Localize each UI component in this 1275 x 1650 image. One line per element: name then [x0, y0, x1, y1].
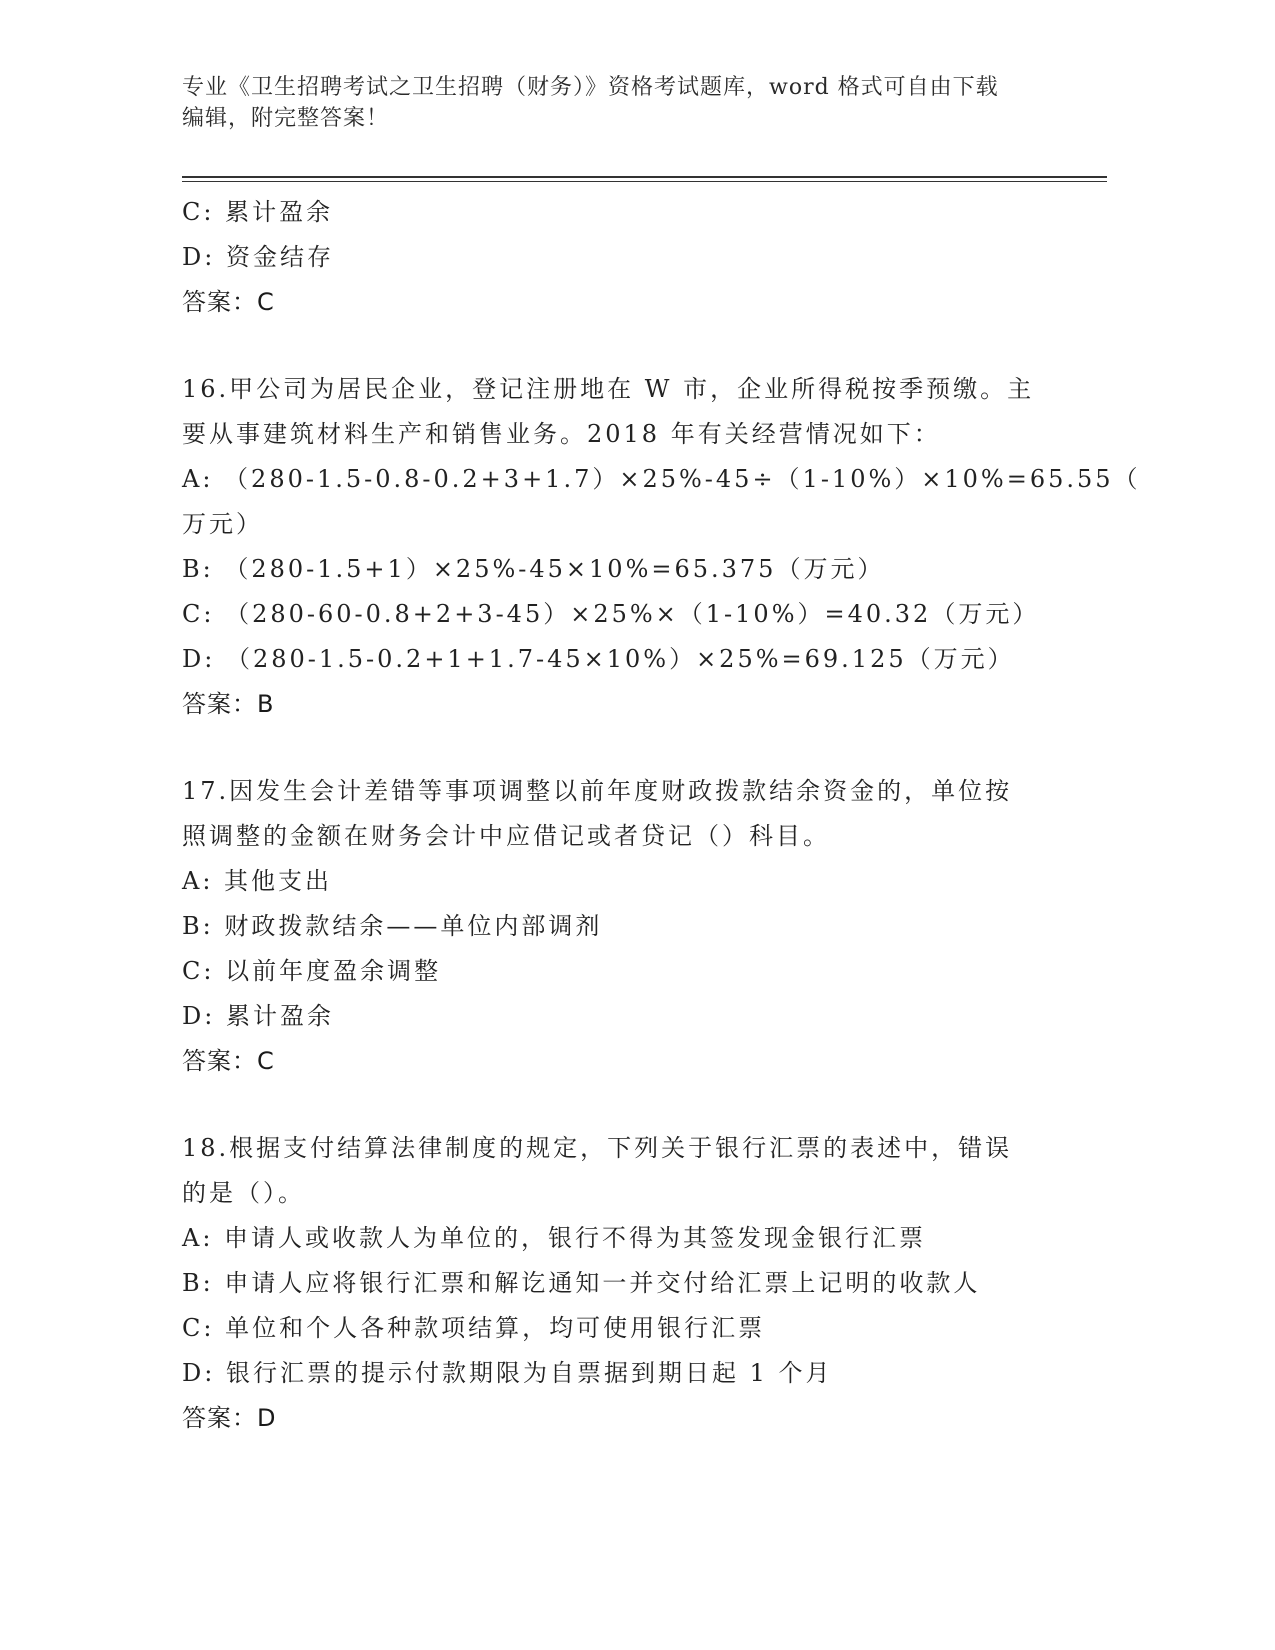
header-divider-thick	[182, 176, 1107, 178]
document-header	[182, 72, 1062, 134]
option-b: B: （280-1.5+1）×25%-45×10%=65.375（万元）	[182, 555, 885, 583]
option-c: C: 累计盈余	[182, 198, 334, 226]
question-stem: 照调整的金额在财务会计中应借记或者贷记（）科目。	[182, 822, 830, 850]
option-d: D: 银行汇票的提示付款期限为自票据到期日起 1 个月	[182, 1359, 833, 1387]
option-b: B: 财政拨款结余——单位内部调剂	[182, 912, 603, 940]
header-divider-thin	[182, 181, 1107, 182]
spacer	[182, 727, 1082, 769]
header-line-1: 专业《卫生招聘考试之卫生招聘（财务）》资格考试题库，word 格式可自由下载	[182, 75, 999, 100]
option-a: A: 申请人或收款人为单位的，银行不得为其签发现金银行汇票	[182, 1224, 927, 1252]
question-list	[182, 190, 1141, 1441]
question-stem: 的是（）。	[182, 1179, 305, 1207]
option-a-continued: 万元）	[182, 510, 263, 538]
spacer	[182, 1084, 1082, 1126]
option-d: D: 累计盈余	[182, 1002, 334, 1030]
option-a: A: （280-1.5-0.8-0.2+3+1.7）×25%-45÷（1-10%）×10%=65.55（	[182, 465, 1141, 493]
question-stem: 16.甲公司为居民企业，登记注册地在 W 市，企业所得税按季预缴。主	[182, 375, 1035, 403]
question-stem: 18.根据支付结算法律制度的规定，下列关于银行汇票的表述中，错误	[182, 1134, 1013, 1162]
header-line-2: 编辑，附完整答案！	[182, 106, 390, 131]
question-stem: 17.因发生会计差错等事项调整以前年度财政拨款结余资金的，单位按	[182, 777, 1013, 805]
spacer	[182, 325, 1082, 367]
question-17	[182, 769, 1082, 1084]
option-d: D: （280-1.5-0.2+1+1.7-45×10%）×25%=69.125（万元）	[182, 645, 1015, 673]
option-c: C: 单位和个人各种款项结算，均可使用银行汇票	[182, 1314, 766, 1342]
question-stem: 要从事建筑材料生产和销售业务。2018 年有关经营情况如下：	[182, 420, 941, 448]
option-c: C: （280-60-0.8+2+3-45）×25%×（1-10%）=40.32（万元）	[182, 600, 1040, 628]
answer: 答案：C	[182, 288, 275, 316]
option-d: D: 资金结存	[182, 243, 334, 271]
question-18	[182, 1126, 1082, 1441]
option-a: A: 其他支出	[182, 867, 333, 895]
answer: 答案：D	[182, 1404, 277, 1432]
question-16	[182, 367, 1141, 727]
question-15-tail	[182, 190, 1082, 325]
option-c: C: 以前年度盈余调整	[182, 957, 442, 985]
option-b: B: 申请人应将银行汇票和解讫通知一并交付给汇票上记明的收款人	[182, 1269, 981, 1297]
answer: 答案：C	[182, 1047, 275, 1075]
answer: 答案：B	[182, 690, 275, 718]
